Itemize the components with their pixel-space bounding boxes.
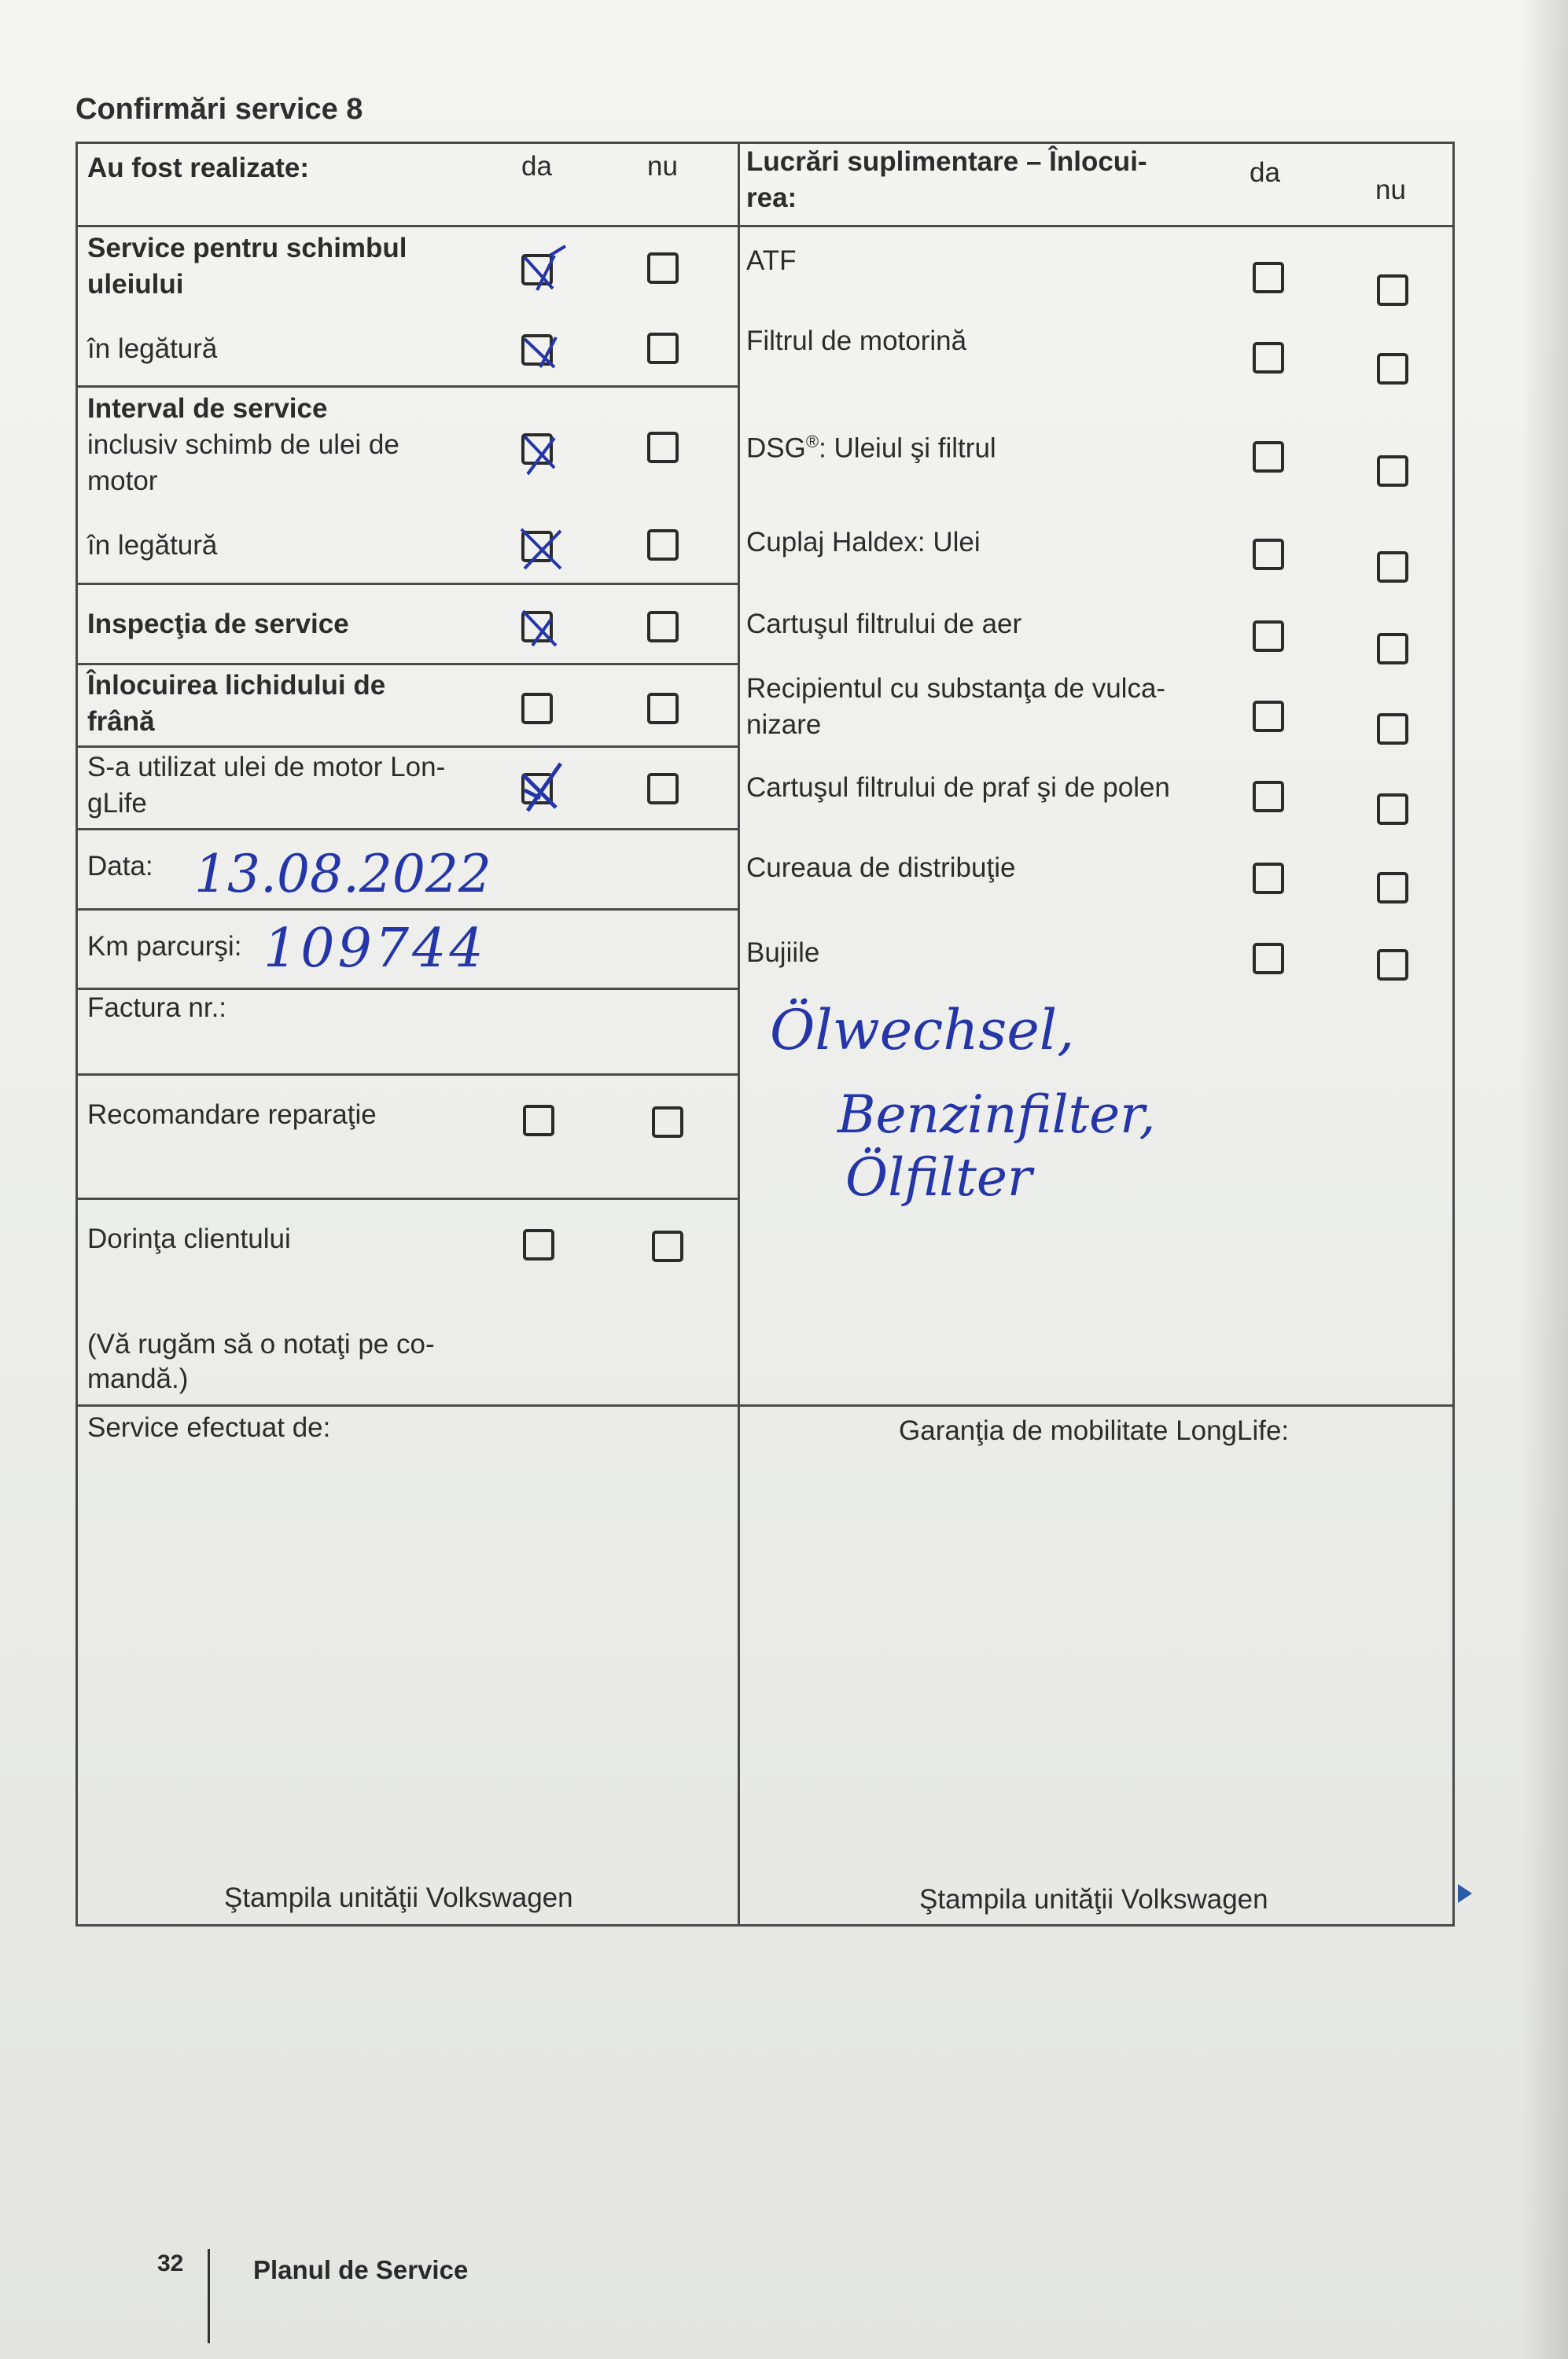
service-inspection-label: Inspecţia de service bbox=[87, 609, 349, 639]
atf-label: ATF bbox=[746, 245, 797, 276]
page-edge-shadow bbox=[1521, 0, 1568, 2359]
row-divider bbox=[78, 663, 738, 665]
handwritten-note-2: Benzinfilter, bbox=[837, 1084, 1156, 1145]
row-divider bbox=[78, 745, 738, 748]
pollen-filter-da-checkbox[interactable] bbox=[1253, 781, 1284, 812]
row-divider bbox=[78, 1073, 738, 1076]
date-label: Data: bbox=[87, 851, 153, 881]
row-divider bbox=[738, 225, 1455, 227]
service-interval-da-checkbox[interactable] bbox=[521, 433, 553, 465]
diesel-filter-nu-checkbox[interactable] bbox=[1377, 353, 1408, 385]
haldex-label: Cuplaj Haldex: Ulei bbox=[746, 527, 981, 558]
mobility-guarantee-label: Garanţia de mobilitate LongLife: bbox=[899, 1415, 1290, 1446]
air-filter-nu-checkbox[interactable] bbox=[1377, 633, 1408, 664]
diesel-filter-label: Filtrul de motorină bbox=[746, 326, 967, 356]
service-inspection-nu-checkbox[interactable] bbox=[647, 611, 679, 642]
related-2-nu-checkbox[interactable] bbox=[647, 529, 679, 561]
row-divider bbox=[78, 225, 738, 227]
client-wish-da-checkbox[interactable] bbox=[523, 1229, 554, 1260]
sealant-nu-checkbox[interactable] bbox=[1377, 713, 1408, 745]
next-page-arrow-icon bbox=[1458, 1884, 1472, 1903]
row-divider bbox=[78, 908, 738, 911]
longlife-oil-label: S-a utilizat ulei de motor Lon- bbox=[87, 752, 446, 782]
spark-plugs-nu-checkbox[interactable] bbox=[1377, 949, 1408, 981]
spark-plugs-label: Bujiile bbox=[746, 937, 820, 968]
client-note-line1: (Vă rugăm să o notaţi pe co- bbox=[87, 1329, 435, 1360]
repair-recommendation-da-checkbox[interactable] bbox=[523, 1105, 554, 1136]
check-mark-icon bbox=[517, 328, 565, 377]
column-divider bbox=[738, 144, 740, 1924]
row-divider bbox=[78, 385, 738, 388]
atf-nu-checkbox[interactable] bbox=[1377, 274, 1408, 306]
timing-belt-da-checkbox[interactable] bbox=[1253, 863, 1284, 894]
longlife-oil-nu-checkbox[interactable] bbox=[647, 773, 679, 804]
brake-fluid-nu-checkbox[interactable] bbox=[647, 693, 679, 724]
left-header-title: Au fost realizate: bbox=[87, 153, 309, 183]
oil-change-service-label-2: uleiului bbox=[87, 269, 184, 300]
footer-divider bbox=[208, 2249, 210, 2343]
dsg-da-checkbox[interactable] bbox=[1253, 441, 1284, 473]
left-header-no: nu bbox=[647, 151, 678, 182]
service-performed-by-label: Service efectuat de: bbox=[87, 1412, 331, 1443]
check-mark-icon bbox=[517, 248, 565, 296]
related-1-da-checkbox[interactable] bbox=[521, 334, 553, 366]
check-mark-icon bbox=[517, 767, 565, 815]
air-filter-label: Cartuşul filtrului de aer bbox=[746, 609, 1022, 639]
client-wish-nu-checkbox[interactable] bbox=[652, 1231, 683, 1262]
longlife-oil-label-2: gLife bbox=[87, 788, 147, 819]
handwritten-note-3: Ölfilter bbox=[845, 1147, 1032, 1208]
longlife-oil-da-checkbox[interactable] bbox=[521, 773, 553, 804]
service-confirmation-form bbox=[75, 142, 1455, 1927]
stamp-right-label: Ştampila unităţii Volkswagen bbox=[919, 1884, 1268, 1915]
row-divider bbox=[78, 828, 738, 830]
footer-title: Planul de Service bbox=[253, 2255, 469, 2284]
registered-mark: ® bbox=[805, 432, 819, 451]
check-mark-icon bbox=[517, 605, 565, 653]
sealant-da-checkbox[interactable] bbox=[1253, 701, 1284, 732]
right-header-title-line2: rea: bbox=[746, 182, 797, 213]
sealant-label: Recipientul cu substanţa de vulca- bbox=[746, 673, 1166, 704]
left-header-yes: da bbox=[521, 151, 552, 182]
right-header-yes: da bbox=[1250, 157, 1280, 188]
invoice-label: Factura nr.: bbox=[87, 992, 227, 1023]
haldex-da-checkbox[interactable] bbox=[1253, 539, 1284, 570]
right-header-title-line1: Lucrări suplimentare – Înlocui- bbox=[746, 146, 1147, 177]
row-divider bbox=[78, 1198, 738, 1200]
pollen-filter-nu-checkbox[interactable] bbox=[1377, 793, 1408, 825]
brake-fluid-label-2: frână bbox=[87, 706, 155, 737]
related-label: în legătură bbox=[87, 333, 218, 364]
atf-da-checkbox[interactable] bbox=[1253, 262, 1284, 293]
service-inspection-da-checkbox[interactable] bbox=[521, 611, 553, 642]
check-mark-icon bbox=[517, 524, 565, 573]
brake-fluid-label: Înlocuirea lichidului de bbox=[87, 670, 386, 701]
related-1-nu-checkbox[interactable] bbox=[647, 333, 679, 364]
oil-change-service-nu-checkbox[interactable] bbox=[647, 252, 679, 284]
service-interval-label-2: inclusiv schimb de ulei de bbox=[87, 429, 399, 460]
diesel-filter-da-checkbox[interactable] bbox=[1253, 342, 1284, 374]
oil-change-service-da-checkbox[interactable] bbox=[521, 254, 553, 285]
oil-change-service-label: Service pentru schimbul bbox=[87, 233, 407, 263]
dsg-label bbox=[746, 424, 996, 467]
service-interval-label: Interval de service bbox=[87, 393, 328, 424]
timing-belt-nu-checkbox[interactable] bbox=[1377, 872, 1408, 903]
related-label: în legătură bbox=[87, 530, 218, 561]
stamp-left-label: Ştampila unităţii Volkswagen bbox=[224, 1882, 573, 1913]
service-interval-label-3: motor bbox=[87, 466, 158, 496]
km-label: Km parcurşi: bbox=[87, 931, 242, 962]
section-title: Confirmări service 8 bbox=[75, 93, 363, 126]
pollen-filter-label: Cartuşul filtrului de praf şi de polen bbox=[746, 772, 1170, 803]
date-value: 13.08.2022 bbox=[194, 844, 491, 904]
haldex-nu-checkbox[interactable] bbox=[1377, 551, 1408, 583]
air-filter-da-checkbox[interactable] bbox=[1253, 620, 1284, 652]
handwritten-note-1: Ölwechsel, bbox=[770, 998, 1075, 1062]
service-interval-nu-checkbox[interactable] bbox=[647, 432, 679, 463]
dsg-label-name: DSG bbox=[746, 432, 806, 464]
km-value: 109744 bbox=[263, 918, 487, 980]
row-divider bbox=[78, 583, 738, 585]
timing-belt-label: Cureaua de distribuţie bbox=[746, 852, 1016, 883]
client-wish-label: Dorinţa clientului bbox=[87, 1224, 291, 1254]
right-header-no: nu bbox=[1375, 175, 1406, 205]
repair-recommendation-label: Recomandare reparaţie bbox=[87, 1099, 377, 1130]
row-divider bbox=[78, 1404, 1455, 1407]
related-2-da-checkbox[interactable] bbox=[521, 531, 553, 562]
sealant-label-2: nizare bbox=[746, 709, 822, 740]
dsg-nu-checkbox[interactable] bbox=[1377, 455, 1408, 487]
client-note-line2: mandă.) bbox=[87, 1364, 189, 1394]
repair-recommendation-nu-checkbox[interactable] bbox=[652, 1106, 683, 1138]
brake-fluid-da-checkbox[interactable] bbox=[521, 693, 553, 724]
check-mark-icon bbox=[517, 427, 565, 476]
spark-plugs-da-checkbox[interactable] bbox=[1253, 943, 1284, 974]
dsg-label-rest: : Uleiul şi filtrul bbox=[819, 432, 996, 464]
page-number: 32 bbox=[157, 2250, 184, 2276]
